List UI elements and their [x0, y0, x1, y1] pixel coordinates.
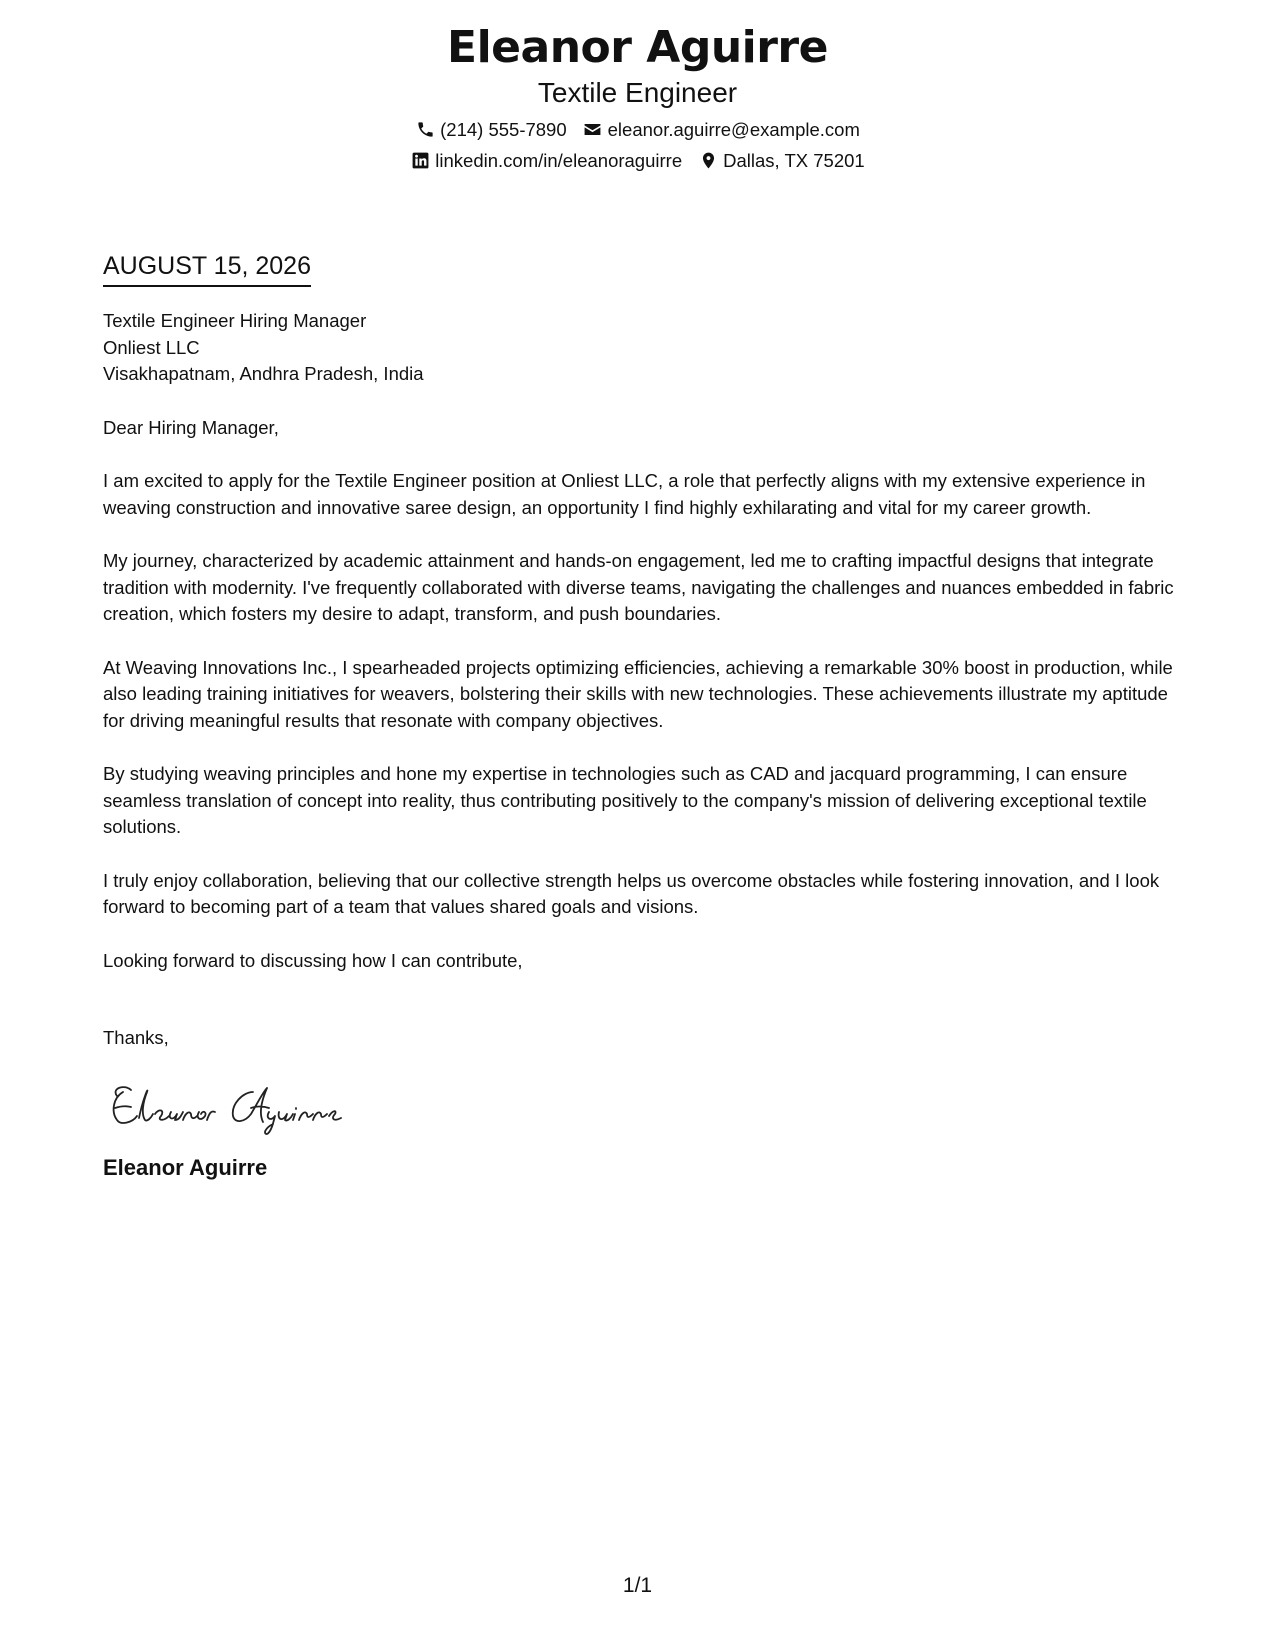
body-paragraph: By studying weaving principles and hone my expertise in technologies such as CAD and jacquard programming, I can ensure seamless translation of concept into reality, thus contributing positively to the company's mission of delivering exceptional textile solutions. [103, 763, 1147, 837]
applicant-title: Textile Engineer [537, 77, 738, 108]
body-paragraph: My journey, characterized by academic attainment and hands-on engagement, led me to crafting impactful designs that integrate tradition with modernity. I've frequently collaborated with diverse teams, navigating the challenges and nuances embedded in fabric creation, which fosters my desire to adapt, transform, and push boundaries. [103, 550, 1174, 624]
location-text: Dallas, TX 75201 [723, 150, 865, 171]
recipient-line: Textile Engineer Hiring Manager [103, 310, 367, 331]
contact-location [698, 145, 865, 176]
letter-body [103, 250, 1183, 1182]
letter-date: AUGUST 15, 2026 [103, 250, 311, 287]
applicant-name: Eleanor Aguirre [447, 22, 828, 73]
email-text: eleanor.aguirre@example.com [607, 119, 860, 140]
contact-email [583, 114, 860, 145]
phone-text: (214) 555-7890 [440, 119, 567, 140]
recipient-line: Onliest LLC [103, 336, 200, 358]
contact-line-2 [0, 145, 1275, 176]
envelope-icon [583, 120, 603, 140]
contact-phone [415, 114, 567, 145]
body-paragraph: I truly enjoy collaboration, believing that our collective strength helps us overcome obstacles while fostering innovation, and I look forward to becoming part of a team that values shared goals and visions. [103, 869, 1160, 917]
linkedin-icon [410, 151, 430, 171]
salutation: Dear Hiring Manager, [103, 416, 279, 438]
recipient-block [103, 308, 1183, 388]
linkedin-text: linkedin.com/in/eleanoraguirre [435, 150, 683, 171]
body-paragraph: At Weaving Innovations Inc., I spearheaded projects optimizing efficiencies, achieving a remarkable 30% boost in production, while also leading training initiatives for weavers, bolstering their skills with new technologies. These achievements illustrate my aptitude for driving meaningful results that resonate with company objectives. [103, 656, 1173, 731]
phone-icon [415, 120, 435, 140]
contact-linkedin [410, 145, 682, 176]
sign-off: Thanks, [103, 1027, 169, 1048]
body-paragraph: I am excited to apply for the Textile Engineer position at Onliest LLC, a role that perfectly aligns with my extensive experience in weaving construction and innovative saree design, an opportunity I find highly exhilarating and vital for my career growth. [103, 470, 1146, 518]
handwritten-signature [103, 1078, 1183, 1138]
signer-name: Eleanor Aguirre [103, 1154, 268, 1180]
closing-line: Looking forward to discussing how I can contribute, [103, 949, 523, 971]
recipient-line: Visakhapatnam, Andhra Pradesh, India [103, 363, 424, 384]
map-pin-icon [698, 151, 718, 171]
contact-line-1 [0, 114, 1275, 145]
page-number: 1/1 [622, 1574, 653, 1597]
letter-header [0, 20, 1275, 176]
